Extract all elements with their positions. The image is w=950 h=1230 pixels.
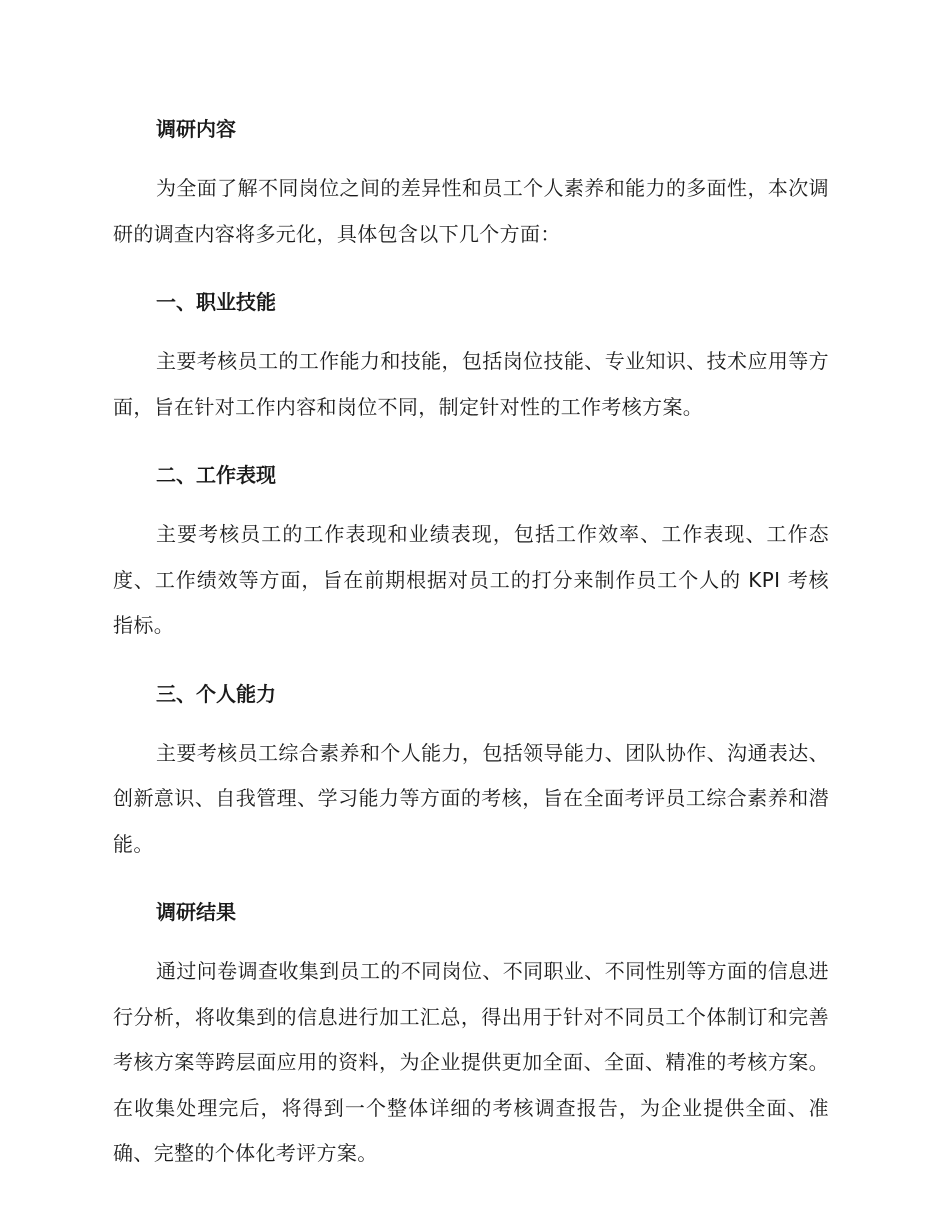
section-paragraph-research-content: 为全面了解不同岗位之间的差异性和员工个人素养和能力的多面性，本次调研的调查内容将多元化，具体包含以下几个方面： [113, 176, 829, 246]
section-heading-research-results: 调研结果 [156, 900, 236, 924]
section-paragraph-work-performance: 主要考核员工的工作表现和业绩表现，包括工作效率、工作表现、工作态度、工作绩效等方面，旨在前期根据对员工的打分来制作员工个人的 KPI 考核指标。 [113, 522, 829, 637]
document-page [113, 106, 829, 1177]
section-heading-professional-skills: 一、职业技能 [156, 290, 276, 314]
section-paragraph-professional-skills: 主要考核员工的工作能力和技能，包括岗位技能、专业知识、技术应用等方面，旨在针对工作内容和岗位不同，制定针对性的工作考核方案。 [113, 349, 829, 419]
section-paragraph-personal-ability: 主要考核员工综合素养和个人能力，包括领导能力、团队协作、沟通表达、创新意识、自我管理、学习能力等方面的考核，旨在全面考评员工综合素养和潜能。 [113, 740, 829, 856]
section-heading-personal-ability: 三、个人能力 [156, 681, 276, 706]
section-heading-research-content: 调研内容 [156, 117, 236, 141]
section-heading-work-performance: 二、工作表现 [156, 463, 276, 487]
section-paragraph-research-results: 通过问卷调查收集到员工的不同岗位、不同职业、不同性别等方面的信息进行分析，将收集到的信息进行加工汇总，得出用于针对不同员工个体制订和完善考核方案等跨层面应用的资料，为企业提供更加全面、全面、精准的考核方案。在收集处理完后，将得到一个整体详细的考核调查报告，为企业提供全面、准确、完整的个体化考评方案。 [113, 959, 829, 1165]
